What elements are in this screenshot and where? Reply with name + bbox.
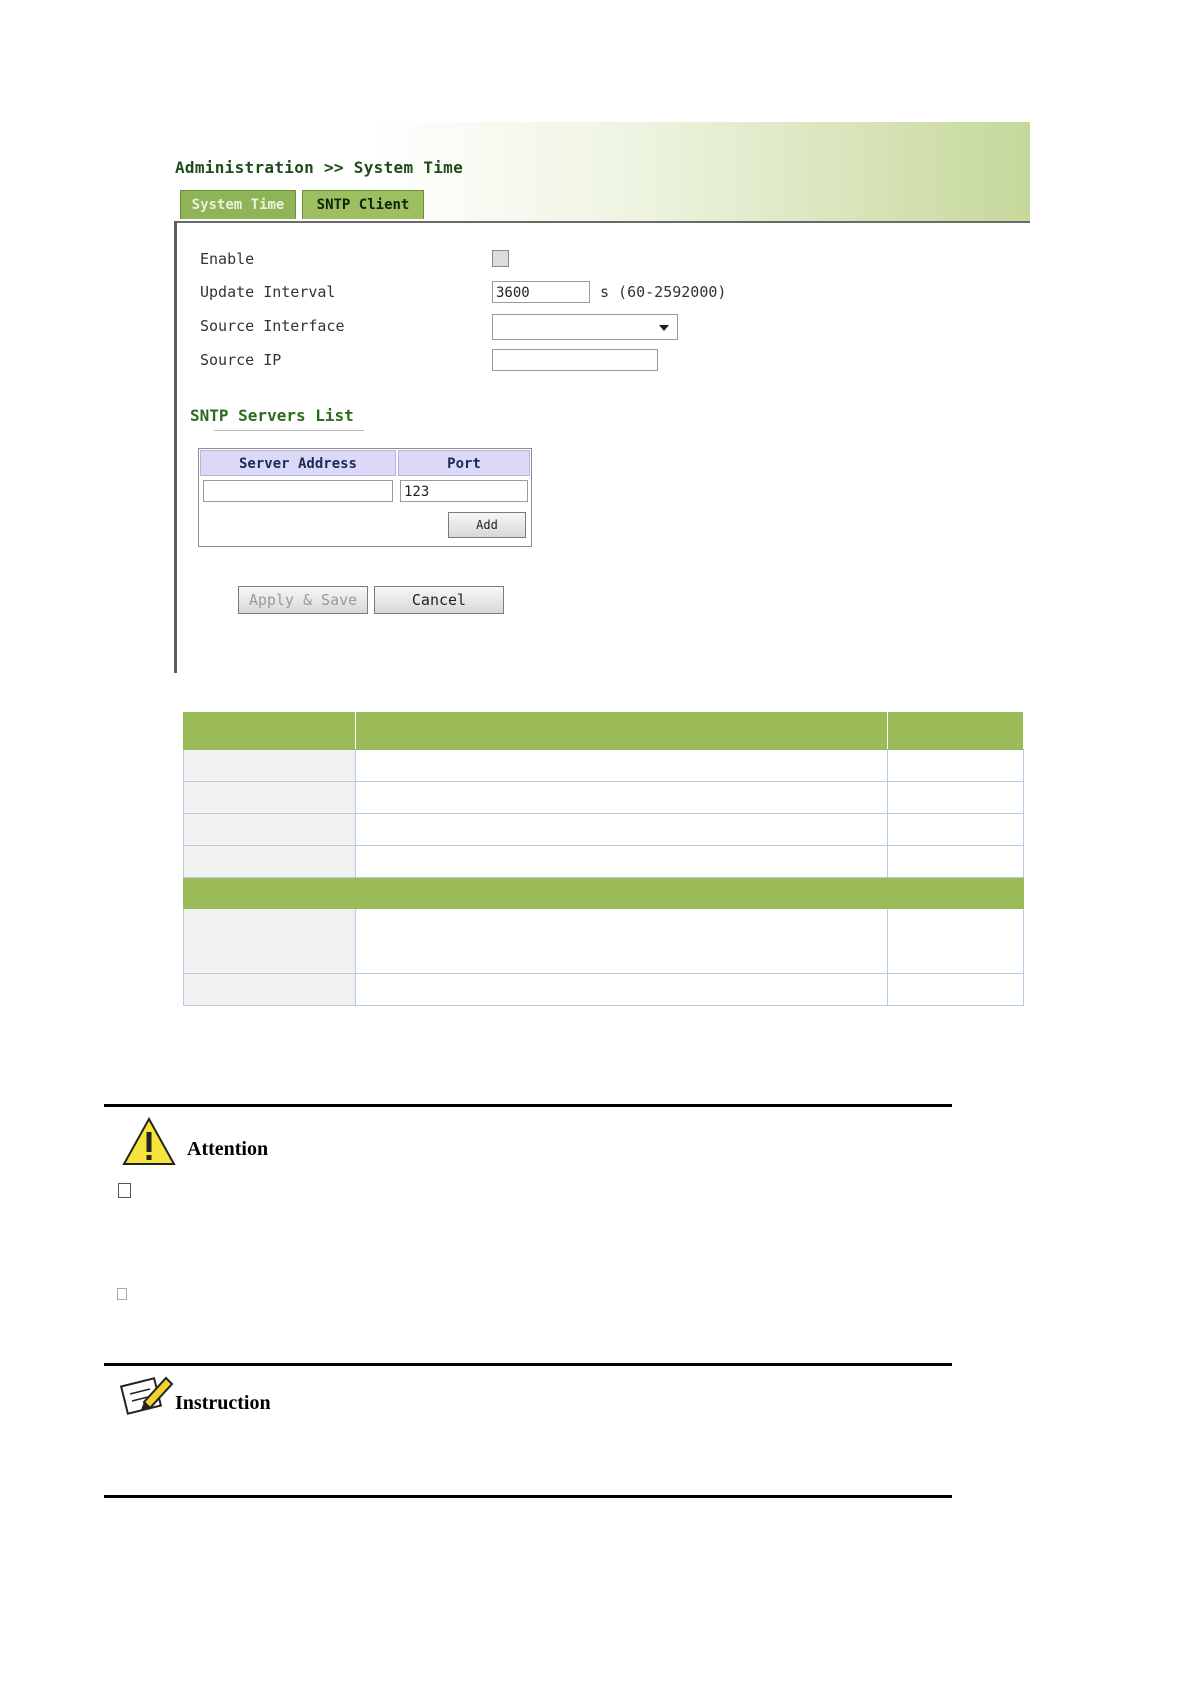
table-row [184,974,1024,1006]
apply-save-button[interactable]: Apply & Save [238,586,368,614]
add-server-button[interactable]: Add [448,512,526,538]
attention-title: Attention [187,1138,269,1160]
server-address-input[interactable] [203,480,393,502]
bullet-icon [118,1183,131,1198]
enable-checkbox[interactable] [492,250,509,267]
update-interval-label: Update Interval [200,283,336,301]
table-row [184,846,1024,878]
attention-top-rule [104,1104,952,1107]
table-row [184,750,1024,782]
note-pencil-icon [120,1372,176,1416]
sntp-client-screenshot [0,0,1190,680]
header-gradient-band [372,122,1030,222]
source-ip-input[interactable] [492,349,658,371]
parameter-table [183,712,1024,1006]
sntp-servers-title: SNTP Servers List [190,406,354,425]
server-port-input[interactable]: 123 [400,480,528,502]
tab-sntp-client[interactable]: SNTP Client [302,190,424,219]
breadcrumb: Administration >> System Time [175,158,464,177]
update-interval-input[interactable]: 3600 [492,281,590,303]
warning-icon [122,1117,176,1167]
column-header-server-address: Server Address [200,450,396,476]
chevron-down-icon [659,325,669,331]
table-row [184,814,1024,846]
instruction-top-rule [104,1363,952,1366]
table-header-row [184,713,1024,750]
update-interval-hint: s (60-2592000) [600,283,727,301]
tab-system-time[interactable]: System Time [180,190,296,219]
instruction-title: Instruction [175,1392,271,1414]
source-ip-label: Source IP [200,351,282,369]
source-interface-label: Source Interface [200,317,345,335]
cancel-button[interactable]: Cancel [374,586,504,614]
bullet-icon [117,1288,127,1300]
panel-border-top [176,221,1030,223]
table-section-row [184,878,1024,909]
enable-label: Enable [200,250,255,268]
column-header-port: Port [398,450,530,476]
section-underline [214,430,364,431]
table-row [184,909,1024,974]
table-row [184,782,1024,814]
instruction-bottom-rule [104,1495,952,1498]
panel-border-left [174,221,177,673]
source-interface-select[interactable] [492,314,678,340]
